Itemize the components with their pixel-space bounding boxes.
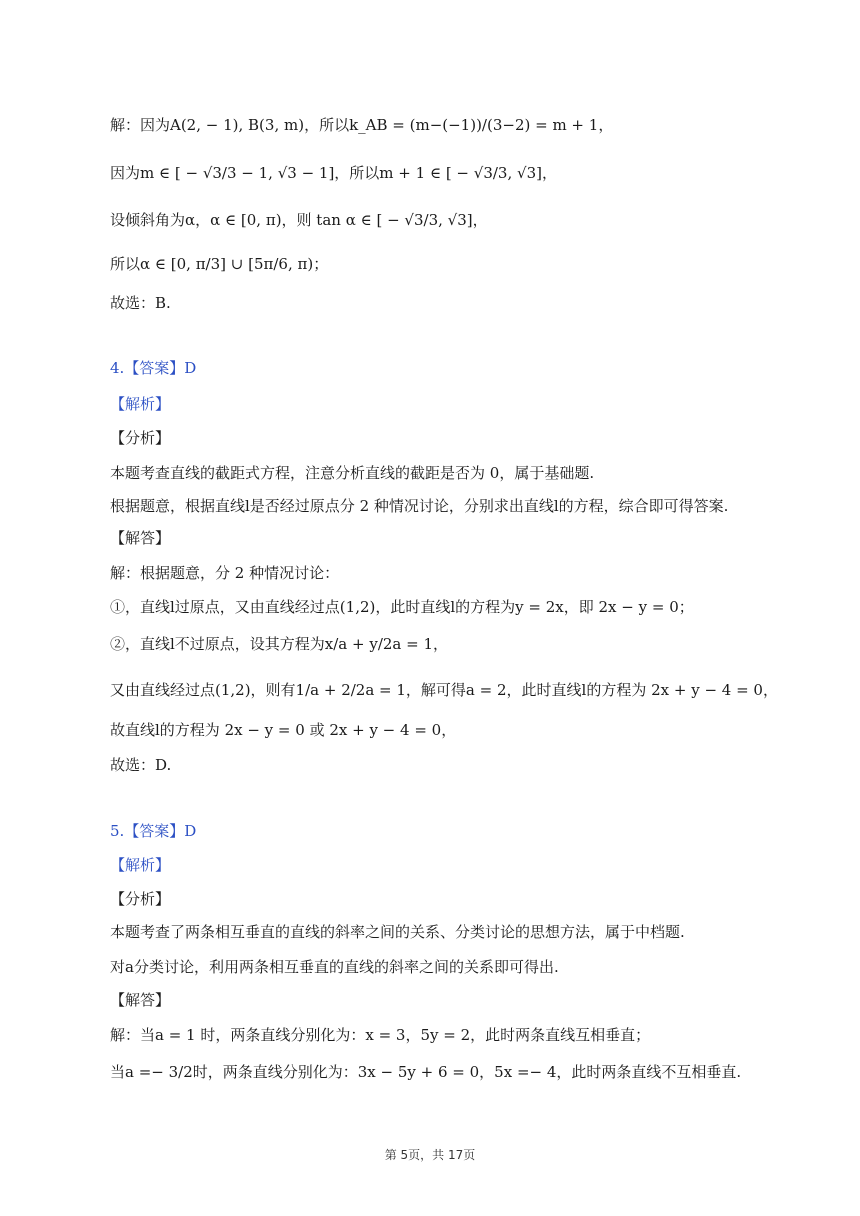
q5-answer-heading: 5.【答案】D xyxy=(110,822,197,840)
q5-analysis-line-1: 本题考查了两条相互垂直的直线的斜率之间的关系、分类讨论的思想方法，属于中档题. xyxy=(110,923,685,941)
q4-solution-line-5: 故直线l的方程为 2x − y = 0 或 2x + y − 4 = 0， xyxy=(110,721,457,739)
q4-answer-heading: 4.【答案】D xyxy=(110,359,197,377)
q5-solution-line-2: 当a =− 3/2时，两条直线分别化为：3x − 5y + 6 = 0，5x =− 4，此时两条直线不互相垂直. xyxy=(110,1063,742,1081)
q5-solution-line-1: 解：当a = 1 时，两条直线分别化为：x = 3，5y = 2，此时两条直线互相垂直； xyxy=(110,1026,651,1044)
q4-solution-line-2: ①，直线l过原点，又由直线经过点(1,2)，此时直线l的方程为y = 2x，即 2x − y = 0； xyxy=(110,598,694,616)
q4-choice-line: 故选：D. xyxy=(110,756,172,774)
q3-solution-line-4: 所以α ∈ [0, π/3] ∪ [5π/6, π)； xyxy=(110,255,329,273)
q3-solution-line-2: 因为m ∈ [ − √3/3 − 1, √3 − 1]，所以m + 1 ∈ [ − √3/3, √3]， xyxy=(110,164,557,182)
q5-analysis-line-2: 对a分类讨论，利用两条相互垂直的直线的斜率之间的关系即可得出. xyxy=(110,958,559,976)
q4-analysis-line-1: 本题考查直线的截距式方程，注意分析直线的截距是否为 0，属于基础题. xyxy=(110,464,595,482)
q4-analysis-line-2: 根据题意，根据直线l是否经过原点分 2 种情况讨论，分别求出直线l的方程，综合即可得答案. xyxy=(110,497,729,515)
q4-solution-heading: 【解答】 xyxy=(110,529,171,547)
q3-solution-line-3: 设倾斜角为α，α ∈ [0, π)，则 tan α ∈ [ − √3/3, √3]， xyxy=(110,211,488,229)
q3-solution-line-1: 解：因为A(2, − 1), B(3, m)，所以k_AB = (m−(−1))/(3−2) = m + 1， xyxy=(110,116,614,134)
q5-jiexi-heading: 【解析】 xyxy=(110,856,171,874)
q4-solution-line-1: 解：根据题意，分 2 种情况讨论： xyxy=(110,564,340,582)
q4-jiexi-heading: 【解析】 xyxy=(110,395,171,413)
q5-analysis-heading: 【分析】 xyxy=(110,890,171,908)
page-footer: 第 5页，共 17页 xyxy=(384,1148,476,1162)
q4-solution-line-3: ②，直线l不过原点，设其方程为x/a + y/2a = 1， xyxy=(110,635,449,653)
q5-solution-heading: 【解答】 xyxy=(110,991,171,1009)
q4-solution-line-4: 又由直线经过点(1,2)，则有1/a + 2/2a = 1，解可得a = 2，此时直线l的方程为 2x + y − 4 = 0， xyxy=(110,681,778,699)
q3-choice-line: 故选：B. xyxy=(110,294,171,312)
q4-analysis-heading: 【分析】 xyxy=(110,429,171,447)
